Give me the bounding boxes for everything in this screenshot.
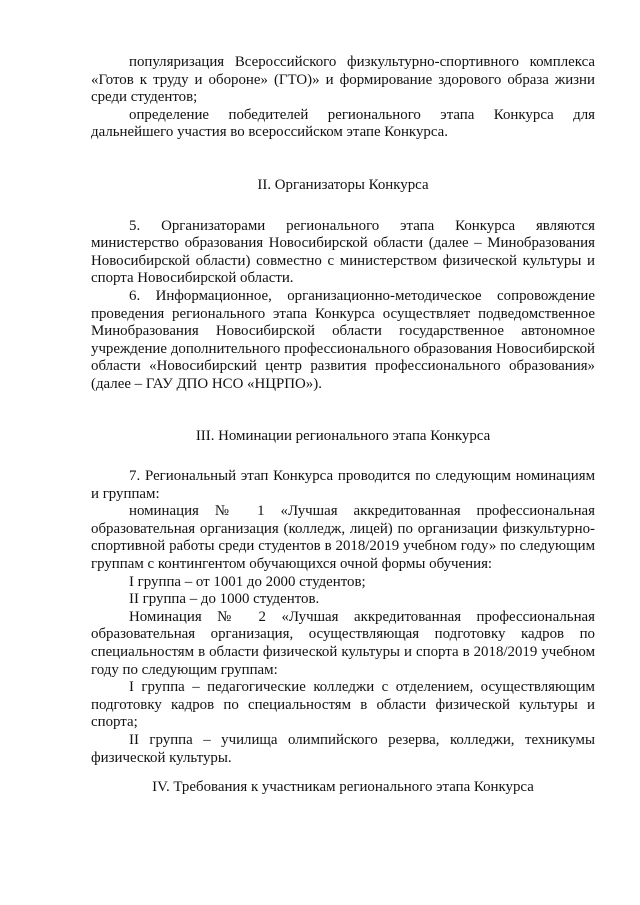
nomination-1-paragraph: номинация № 1 «Лучшая аккредитованная профессиональная образовательная организация (колледж, лицей) по организации физкультурно-спортивной работы среди студентов в 2018/2019 учебном году» по следующим группам с контингентом обучающихся очной формы обучения:: [91, 503, 595, 573]
nomination-2-group-1: I группа – педагогические колледжи с отделением, осуществляющим подготовку кадров по специальностям в области физической культуры и спорта;: [91, 679, 595, 731]
nomination-1-group-1: I группа – от 1001 до 2000 студентов;: [129, 573, 366, 590]
spacer: [91, 394, 595, 428]
spacer: [91, 445, 595, 468]
section-4-heading: IV. Требования к участникам регионального этапа Конкурса: [152, 779, 534, 796]
section-2-paragraph-5: 5. Организаторами регионального этапа Конкурса являются министерство образования Новосибирской области (далее – Минобразования Новосибирской области) совместно с министерством физической культуры и спорта Новосибирской области.: [91, 217, 595, 287]
nomination-2-paragraph: Номинация № 2 «Лучшая аккредитованная профессиональная образовательная организация, осуществляющая подготовку кадров по специальностям в области физической культуры и спорта в 2018/2019 учебном году по следующим группам:: [91, 608, 595, 678]
section-3-paragraph-7: 7. Региональный этап Конкурса проводится по следующим номинациям и группам:: [91, 468, 595, 502]
nomination-1-group-2: II группа – до 1000 студентов.: [129, 591, 320, 608]
spacer: [91, 142, 595, 177]
intro-paragraph-1: популяризация Всероссийского физкультурно-спортивного комплекса «Готов к труду и обороне» (ГТО)» и формирование здорового образа жизни среди студентов;: [91, 54, 595, 106]
section-2-heading: II. Организаторы Конкурса: [257, 176, 429, 193]
spacer: [91, 767, 595, 779]
nomination-2-group-2: II группа – училища олимпийского резерва, колледжи, техникумы физической культуры.: [91, 732, 595, 766]
intro-paragraph-2: определение победителей регионального этапа Конкурса для дальнейшего участия во всероссийском этапе Конкурса.: [91, 106, 595, 141]
document-page: [91, 54, 595, 797]
section-2-paragraph-6: 6. Информационное, организационно-методическое сопровождение проведения регионального этапа Конкурса осуществляет подведомственное Минобразования Новосибирской области государственное автономное учреждение дополнительного профессионального образования Новосибирской области «Новосибирский центр развития профессионального образования» (далее – ГАУ ДПО НСО «НЦРПО»).: [91, 287, 595, 392]
spacer: [91, 195, 595, 218]
section-3-heading: III. Номинации регионального этапа Конкурса: [195, 427, 491, 444]
